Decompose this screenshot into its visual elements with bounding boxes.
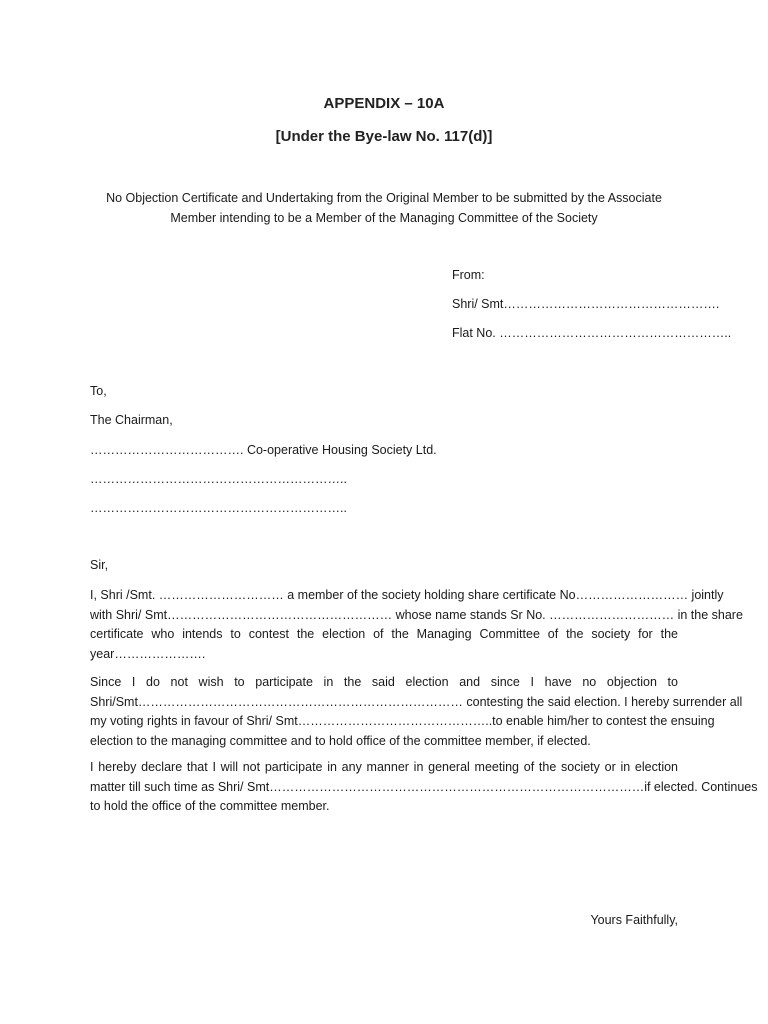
paragraph-line: certificate who intends to contest the election of the Managing Committee of the society for the xyxy=(90,627,678,641)
paragraph-line: with Shri/ Smt……………………………………………… whose name stands Sr No. ………………………… in the share xyxy=(90,607,743,622)
from-label: From: xyxy=(452,268,485,282)
address-line: …………………………………………………….. xyxy=(90,501,347,515)
to-label: To, xyxy=(90,384,107,398)
paragraph-line: Shri/Smt…………………………………………………………………… contesting the said election. I hereby surrender all xyxy=(90,694,743,709)
bye-law-reference: [Under the Bye-law No. 117(d)] xyxy=(275,128,493,145)
subject-line: Member intending to be a Member of the Managing Committee of the Society xyxy=(170,211,598,225)
from-flat-line: Flat No. ……………………………………………….. xyxy=(452,326,732,340)
surrender-rights-paragraph xyxy=(90,673,743,751)
paragraph-line: election to the managing committee and to hold office of the committee member, if elected. xyxy=(90,733,591,748)
address-line: …………………………………………………….. xyxy=(90,472,347,486)
subject-line: No Objection Certificate and Undertaking from the Original Member to be submitted by the Associate xyxy=(106,191,662,205)
paragraph-line: to hold the office of the committee member. xyxy=(90,799,330,813)
declaration-paragraph xyxy=(90,758,758,817)
subject-heading xyxy=(90,188,678,228)
paragraph-line: my voting rights in favour of Shri/ Smt………………………………………..to enable him/her to contest the ensuing xyxy=(90,714,715,728)
paragraph-line: Since I do not wish to participate in the said election and since I have no objection to xyxy=(90,675,678,689)
paragraph-line: I, Shri /Smt. ………………………… a member of the society holding share certificate No……………………… jointly xyxy=(90,588,724,602)
paragraph-line: matter till such time as Shri/ Smt………………………………………………………………………………if elected. Continues xyxy=(90,779,758,794)
chairman-line: The Chairman, xyxy=(90,413,173,427)
paragraph-line: year…………………. xyxy=(90,646,206,661)
paragraph-line: I hereby declare that I will not participate in any manner in general meeting of the society or in election xyxy=(90,760,678,774)
from-name-line: Shri/ Smt……………………………………………. xyxy=(452,297,720,311)
member-details-paragraph xyxy=(90,586,743,664)
closing-signoff: Yours Faithfully, xyxy=(590,913,678,927)
salutation: Sir, xyxy=(90,558,109,572)
appendix-title: APPENDIX – 10A xyxy=(323,95,445,112)
society-name-line: ………………………………. Co-operative Housing Society Ltd. xyxy=(90,443,437,457)
